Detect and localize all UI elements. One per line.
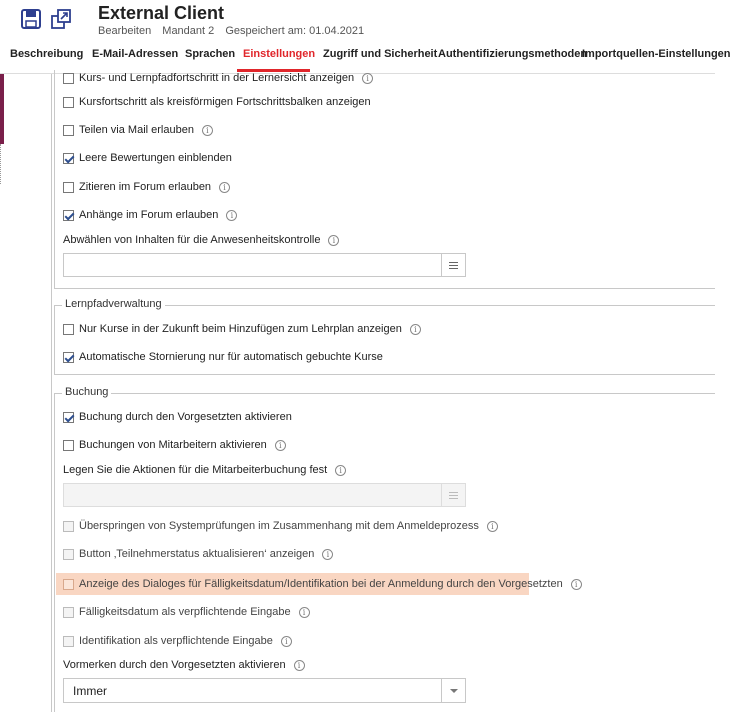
tab-settings[interactable]: Einstellungen — [243, 48, 316, 60]
info-icon[interactable]: i — [202, 125, 213, 136]
info-icon[interactable]: i — [275, 440, 286, 451]
share-mail-checkbox[interactable] — [63, 125, 74, 136]
tab-bar — [0, 40, 731, 74]
tab-email-addresses[interactable]: E-Mail-Adressen — [92, 48, 179, 60]
info-icon[interactable]: i — [487, 521, 498, 532]
booking-actions-list-button — [441, 484, 465, 506]
info-icon[interactable]: i — [335, 465, 346, 476]
id-required-label: Identifikation als verpflichtende Eingabe — [79, 635, 273, 647]
info-icon[interactable]: i — [219, 182, 230, 193]
skip-checks-label: Überspringen von Systemprüfungen im Zusammenhang mit dem Anmeldeprozess — [79, 520, 479, 532]
reserve-select-toggle[interactable] — [441, 679, 465, 702]
learning-path-legend: Lernpfadverwaltung — [62, 298, 165, 310]
status-button-label: Button ‚Teilnehmerstatus aktualisieren‘ anzeigen — [79, 548, 315, 560]
list-icon — [449, 492, 458, 499]
forum-attachments-row — [63, 207, 237, 223]
clipped-setting-label: Kurs- und Lernpfadfortschritt in der Lernersicht anzeigen — [79, 72, 355, 84]
saved-date-label: Gespeichert am: 01.04.2021 — [225, 25, 365, 37]
page-title: External Client — [98, 3, 225, 23]
future-courses-checkbox[interactable] — [63, 324, 74, 335]
tab-description[interactable]: Beschreibung — [10, 48, 84, 60]
due-required-label: Fälligkeitsdatum als verpflichtende Eingabe — [79, 606, 291, 618]
auto-cancel-label: Automatische Stornierung nur für automatisch gebuchte Kurse — [79, 351, 383, 363]
skip-checks-checkbox — [63, 521, 74, 532]
due-dialog-checkbox[interactable] — [63, 579, 74, 590]
header — [0, 0, 715, 40]
page-subtitle — [98, 25, 372, 37]
future-courses-row — [63, 321, 421, 337]
due-dialog-label: Anzeige des Dialoges für Fälligkeitsdatum/Identifikation bei der Anmeldung durch den Vorgesetzten — [79, 578, 563, 590]
save-icon[interactable] — [20, 8, 42, 30]
share-mail-row — [63, 122, 213, 138]
reserve-select[interactable] — [63, 678, 466, 703]
tenant-label: Mandant 2 — [162, 25, 215, 37]
employee-booking-row — [63, 437, 286, 453]
reserve-select-value: Immer — [73, 684, 107, 698]
employee-booking-label: Buchungen von Mitarbeitern aktivieren — [79, 439, 267, 451]
reserve-label-text: Vormerken durch den Vorgesetzten aktivieren — [63, 659, 286, 671]
id-required-checkbox — [63, 636, 74, 647]
booking-actions-label — [63, 464, 346, 476]
tab-authentication-methods[interactable]: Authentifizierungsmethoden — [438, 48, 588, 60]
auto-cancel-row — [63, 349, 383, 365]
circular-progress-checkbox[interactable] — [63, 97, 74, 108]
edit-mode-label: Bearbeiten — [98, 25, 152, 37]
attendance-input[interactable] — [63, 253, 466, 277]
info-icon[interactable]: i — [328, 235, 339, 246]
empty-ratings-label: Leere Bewertungen einblenden — [79, 152, 232, 164]
forum-attachments-label: Anhänge im Forum erlauben — [79, 209, 219, 221]
info-icon[interactable]: i — [362, 73, 373, 84]
info-icon[interactable]: i — [226, 210, 237, 221]
chevron-down-icon — [450, 689, 458, 693]
info-icon[interactable]: i — [281, 636, 292, 647]
status-button-checkbox — [63, 549, 74, 560]
empty-ratings-row — [63, 150, 232, 166]
tab-languages[interactable]: Sprachen — [185, 48, 236, 60]
export-icon[interactable] — [50, 8, 72, 30]
info-icon[interactable]: i — [571, 579, 582, 590]
reserve-label — [63, 659, 305, 671]
booking-legend: Buchung — [62, 386, 111, 398]
auto-cancel-checkbox[interactable] — [63, 352, 74, 363]
supervisor-booking-row — [63, 409, 292, 425]
due-dialog-row — [63, 576, 582, 592]
attendance-label-text: Abwählen von Inhalten für die Anwesenheitskontrolle — [63, 234, 321, 246]
list-icon — [449, 262, 458, 269]
employee-booking-checkbox[interactable] — [63, 440, 74, 451]
due-required-checkbox — [63, 607, 74, 618]
supervisor-booking-checkbox[interactable] — [63, 412, 74, 423]
tab-access-security[interactable]: Zugriff und Sicherheit — [323, 48, 438, 60]
info-icon[interactable]: i — [299, 607, 310, 618]
future-courses-label: Nur Kurse in der Zukunft beim Hinzufügen zum Lehrplan anzeigen — [79, 323, 402, 335]
booking-actions-input — [63, 483, 466, 507]
supervisor-booking-label: Buchung durch den Vorgesetzten aktivieren — [79, 411, 292, 423]
tab-import-sources[interactable]: Importquellen-Einstellungen — [582, 48, 731, 60]
empty-ratings-checkbox[interactable] — [63, 153, 74, 164]
status-button-row — [63, 546, 333, 562]
id-required-row — [63, 633, 292, 649]
attendance-field-label — [63, 234, 339, 246]
booking-actions-label-text: Legen Sie die Aktionen für die Mitarbeiterbuchung fest — [63, 464, 328, 476]
skip-checks-row — [63, 518, 498, 534]
forum-quote-checkbox[interactable] — [63, 182, 74, 193]
info-icon[interactable]: i — [410, 324, 421, 335]
forum-quote-label: Zitieren im Forum erlauben — [79, 181, 212, 193]
forum-quote-row — [63, 179, 230, 195]
side-dots — [0, 144, 3, 184]
content-rule — [51, 74, 52, 712]
circular-progress-row — [63, 94, 371, 110]
forum-attachments-checkbox[interactable] — [63, 210, 74, 221]
due-required-row — [63, 604, 310, 620]
side-accent — [0, 74, 4, 144]
attendance-list-button[interactable] — [441, 254, 465, 276]
info-icon[interactable]: i — [294, 660, 305, 671]
info-icon[interactable]: i — [322, 549, 333, 560]
circular-progress-label: Kursfortschritt als kreisförmigen Fortschrittsbalken anzeigen — [79, 96, 371, 108]
share-mail-label: Teilen via Mail erlauben — [79, 124, 194, 136]
